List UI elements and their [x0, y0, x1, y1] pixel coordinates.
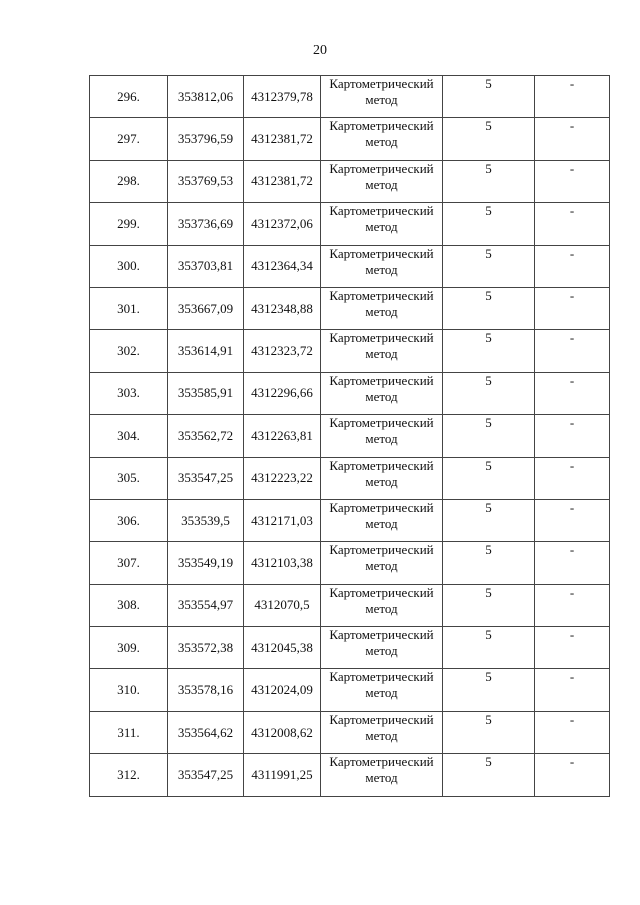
method-line-1: Картометрический	[329, 118, 434, 134]
point-number-cell: 301.	[90, 287, 168, 329]
point-number-cell: 300.	[90, 245, 168, 287]
method-line-1: Картометрический	[329, 754, 434, 770]
point-number-cell: 304.	[90, 415, 168, 457]
y-coordinate-cell: 4312263,81	[244, 415, 321, 457]
method-cell	[321, 415, 443, 457]
method-line-1: Картометрический	[329, 330, 434, 346]
x-coordinate-cell: 353812,06	[168, 76, 244, 118]
table-row	[90, 754, 610, 796]
method-line-1: Картометрический	[329, 457, 434, 473]
table-row	[90, 457, 610, 499]
x-coordinate-cell: 353562,72	[168, 415, 244, 457]
accuracy-cell: 5	[443, 415, 535, 457]
accuracy-cell: 5	[443, 76, 535, 118]
y-coordinate-cell: 4312381,72	[244, 118, 321, 160]
x-coordinate-cell: 353769,53	[168, 160, 244, 202]
method-line-2: метод	[365, 685, 398, 701]
method-cell	[321, 584, 443, 626]
x-coordinate-cell: 353572,38	[168, 627, 244, 669]
method-cell	[321, 711, 443, 753]
x-coordinate-cell: 353547,25	[168, 457, 244, 499]
method-line-2: метод	[365, 473, 398, 489]
description-cell: -	[535, 754, 610, 796]
table-row	[90, 669, 610, 711]
description-cell: -	[535, 415, 610, 457]
method-line-1: Картометрический	[329, 76, 434, 91]
point-number-cell: 299.	[90, 203, 168, 245]
method-line-1: Картометрический	[329, 415, 434, 431]
description-cell: -	[535, 584, 610, 626]
description-cell: -	[535, 669, 610, 711]
method-line-1: Картометрический	[329, 711, 434, 727]
method-cell	[321, 245, 443, 287]
method-cell	[321, 457, 443, 499]
y-coordinate-cell: 4312045,38	[244, 627, 321, 669]
method-line-1: Картометрический	[329, 584, 434, 600]
method-line-2: метод	[365, 558, 398, 574]
method-cell	[321, 203, 443, 245]
method-line-2: метод	[365, 219, 398, 235]
point-number-cell: 307.	[90, 542, 168, 584]
point-number-cell: 312.	[90, 754, 168, 796]
y-coordinate-cell: 4312070,5	[244, 584, 321, 626]
method-cell	[321, 330, 443, 372]
point-number-cell: 298.	[90, 160, 168, 202]
description-cell: -	[535, 287, 610, 329]
description-cell: -	[535, 372, 610, 414]
method-cell	[321, 372, 443, 414]
description-cell: -	[535, 542, 610, 584]
method-cell	[321, 627, 443, 669]
method-line-1: Картометрический	[329, 245, 434, 261]
method-cell	[321, 499, 443, 541]
y-coordinate-cell: 4312024,09	[244, 669, 321, 711]
accuracy-cell: 5	[443, 372, 535, 414]
method-line-2: метод	[365, 431, 398, 447]
x-coordinate-cell: 353736,69	[168, 203, 244, 245]
description-cell: -	[535, 499, 610, 541]
accuracy-cell: 5	[443, 669, 535, 711]
y-coordinate-cell: 4311991,25	[244, 754, 321, 796]
y-coordinate-cell: 4312103,38	[244, 542, 321, 584]
table-row	[90, 245, 610, 287]
point-number-cell: 305.	[90, 457, 168, 499]
point-number-cell: 306.	[90, 499, 168, 541]
description-cell: -	[535, 203, 610, 245]
x-coordinate-cell: 353539,5	[168, 499, 244, 541]
accuracy-cell: 5	[443, 754, 535, 796]
y-coordinate-cell: 4312372,06	[244, 203, 321, 245]
table-row	[90, 76, 610, 118]
table-row	[90, 627, 610, 669]
method-line-2: метод	[365, 388, 398, 404]
x-coordinate-cell: 353549,19	[168, 542, 244, 584]
accuracy-cell: 5	[443, 245, 535, 287]
method-line-2: метод	[365, 515, 398, 531]
method-cell	[321, 160, 443, 202]
method-line-2: метод	[365, 346, 398, 362]
coordinates-table	[89, 75, 610, 797]
method-line-2: метод	[365, 261, 398, 277]
y-coordinate-cell: 4312296,66	[244, 372, 321, 414]
accuracy-cell: 5	[443, 287, 535, 329]
table-row	[90, 711, 610, 753]
x-coordinate-cell: 353796,59	[168, 118, 244, 160]
method-line-2: метод	[365, 303, 398, 319]
description-cell: -	[535, 711, 610, 753]
point-number-cell: 308.	[90, 584, 168, 626]
point-number-cell: 296.	[90, 76, 168, 118]
method-line-2: метод	[365, 727, 398, 743]
method-line-2: метод	[365, 770, 398, 786]
method-cell	[321, 542, 443, 584]
table-row	[90, 160, 610, 202]
description-cell: -	[535, 457, 610, 499]
accuracy-cell: 5	[443, 203, 535, 245]
method-cell	[321, 669, 443, 711]
method-line-1: Картометрический	[329, 372, 434, 388]
x-coordinate-cell: 353547,25	[168, 754, 244, 796]
page-number: 20	[313, 43, 327, 58]
y-coordinate-cell: 4312223,22	[244, 457, 321, 499]
method-line-1: Картометрический	[329, 542, 434, 558]
method-line-1: Картометрический	[329, 627, 434, 643]
method-cell	[321, 118, 443, 160]
description-cell: -	[535, 330, 610, 372]
x-coordinate-cell: 353585,91	[168, 372, 244, 414]
x-coordinate-cell: 353578,16	[168, 669, 244, 711]
method-line-2: метод	[365, 176, 398, 192]
accuracy-cell: 5	[443, 711, 535, 753]
y-coordinate-cell: 4312364,34	[244, 245, 321, 287]
method-cell	[321, 287, 443, 329]
table-row	[90, 287, 610, 329]
table-row	[90, 584, 610, 626]
y-coordinate-cell: 4312381,72	[244, 160, 321, 202]
method-line-2: метод	[365, 134, 398, 150]
method-line-1: Картометрический	[329, 160, 434, 176]
point-number-cell: 297.	[90, 118, 168, 160]
accuracy-cell: 5	[443, 457, 535, 499]
point-number-cell: 311.	[90, 711, 168, 753]
accuracy-cell: 5	[443, 627, 535, 669]
method-line-2: метод	[365, 643, 398, 659]
description-cell: -	[535, 160, 610, 202]
table-row	[90, 372, 610, 414]
table-row	[90, 203, 610, 245]
accuracy-cell: 5	[443, 584, 535, 626]
method-line-2: метод	[365, 600, 398, 616]
accuracy-cell: 5	[443, 118, 535, 160]
table-row	[90, 415, 610, 457]
point-number-cell: 310.	[90, 669, 168, 711]
point-number-cell: 309.	[90, 627, 168, 669]
method-line-1: Картометрический	[329, 203, 434, 219]
description-cell: -	[535, 76, 610, 118]
method-line-1: Картометрический	[329, 669, 434, 685]
description-cell: -	[535, 627, 610, 669]
y-coordinate-cell: 4312008,62	[244, 711, 321, 753]
accuracy-cell: 5	[443, 542, 535, 584]
accuracy-cell: 5	[443, 499, 535, 541]
description-cell: -	[535, 118, 610, 160]
table-row	[90, 330, 610, 372]
y-coordinate-cell: 4312323,72	[244, 330, 321, 372]
method-cell	[321, 754, 443, 796]
method-line-1: Картометрический	[329, 287, 434, 303]
point-number-cell: 302.	[90, 330, 168, 372]
table-row	[90, 118, 610, 160]
x-coordinate-cell: 353614,91	[168, 330, 244, 372]
y-coordinate-cell: 4312171,03	[244, 499, 321, 541]
x-coordinate-cell: 353564,62	[168, 711, 244, 753]
method-line-1: Картометрический	[329, 499, 434, 515]
y-coordinate-cell: 4312348,88	[244, 287, 321, 329]
x-coordinate-cell: 353667,09	[168, 287, 244, 329]
method-cell	[321, 76, 443, 118]
y-coordinate-cell: 4312379,78	[244, 76, 321, 118]
description-cell: -	[535, 245, 610, 287]
point-number-cell: 303.	[90, 372, 168, 414]
table-row	[90, 499, 610, 541]
accuracy-cell: 5	[443, 160, 535, 202]
x-coordinate-cell: 353703,81	[168, 245, 244, 287]
x-coordinate-cell: 353554,97	[168, 584, 244, 626]
table-row	[90, 542, 610, 584]
coordinates-table-body	[90, 76, 610, 797]
accuracy-cell: 5	[443, 330, 535, 372]
method-line-2: метод	[365, 92, 398, 107]
